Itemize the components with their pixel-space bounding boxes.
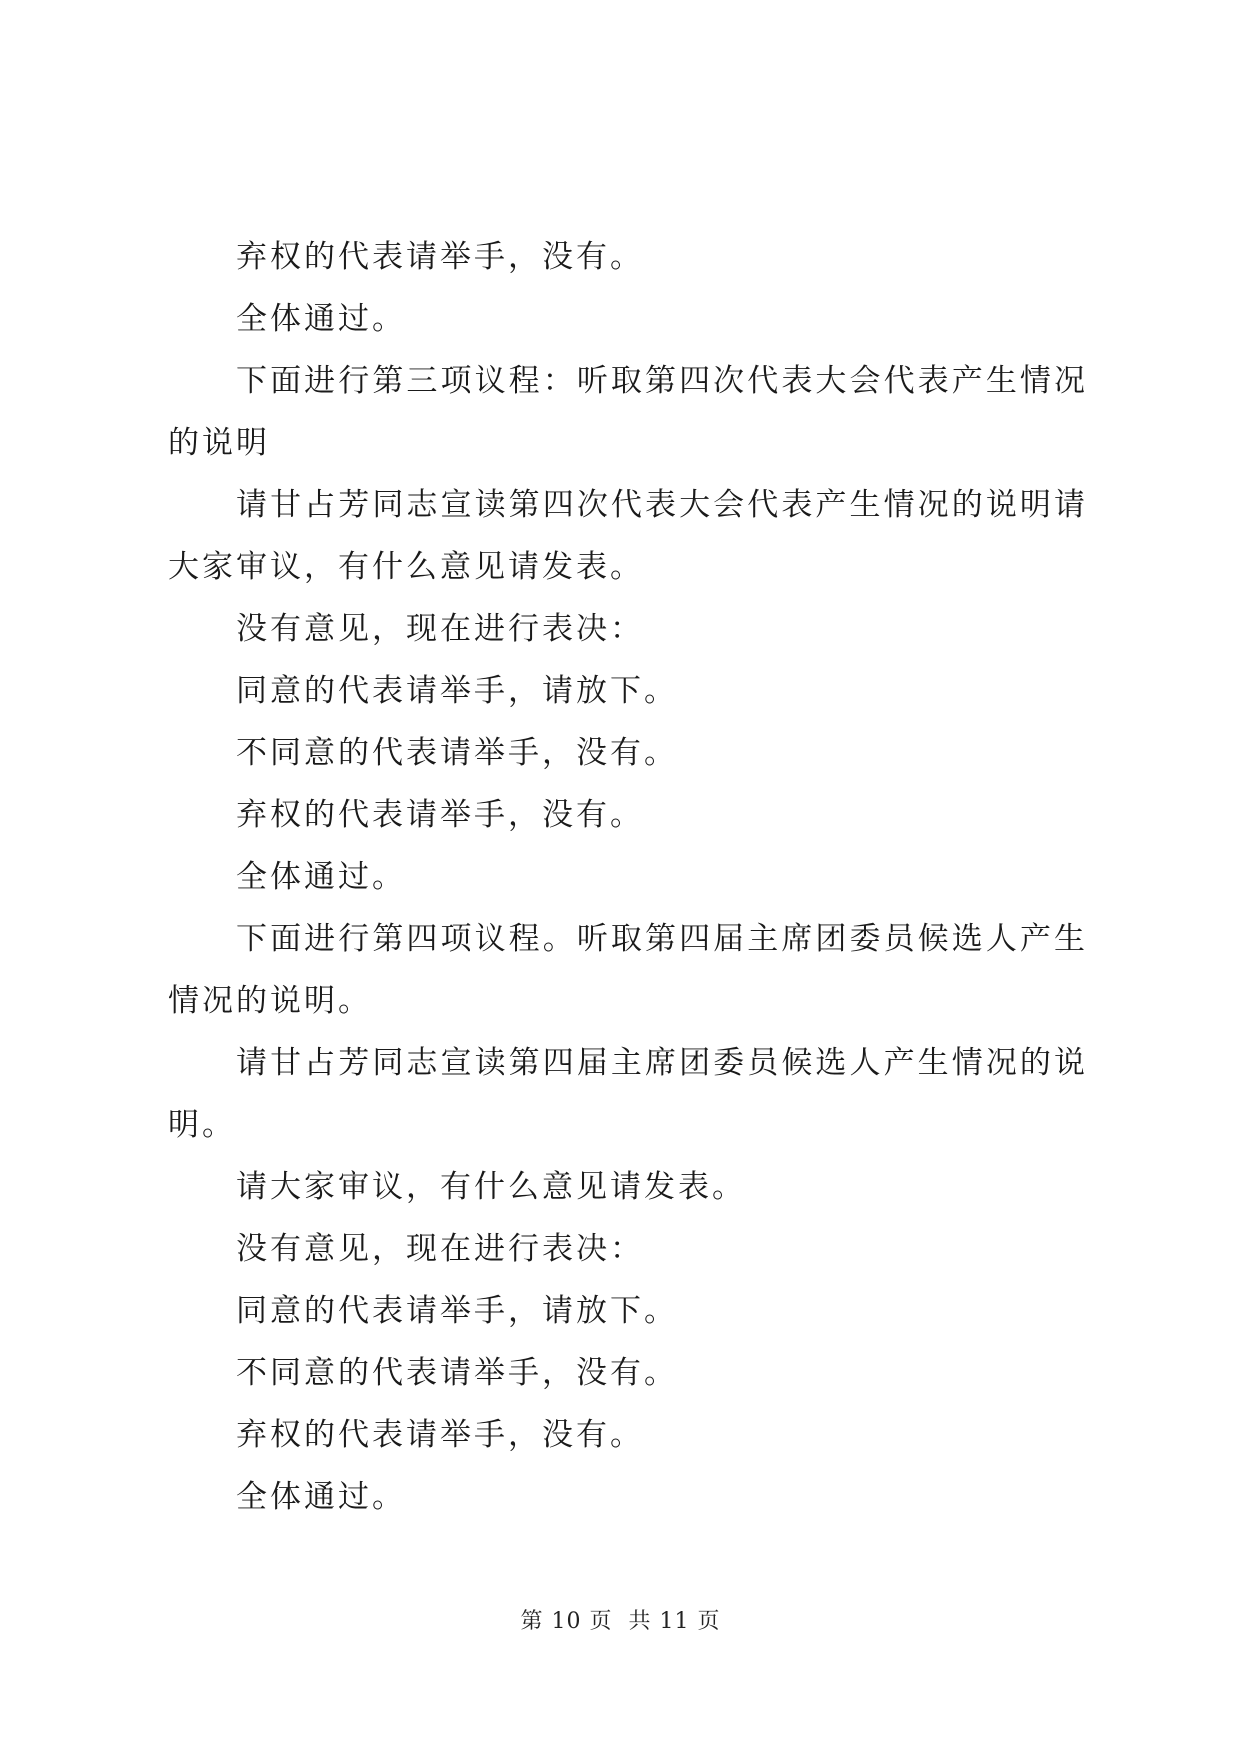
paragraph: 弃权的代表请举手，没有。 bbox=[236, 1417, 644, 1453]
paragraph: 请甘占芳同志宣读第四届主席团委员候选人产生情况的说明。 bbox=[168, 1045, 1088, 1143]
document-body bbox=[168, 226, 1088, 1528]
paragraph: 下面进行第三项议程：听取第四次代表大会代表产生情况的说明 bbox=[168, 363, 1088, 461]
paragraph: 没有意见，现在进行表决： bbox=[236, 611, 644, 647]
paragraph: 全体通过。 bbox=[236, 859, 406, 895]
paragraph: 不同意的代表请举手，没有。 bbox=[236, 1355, 678, 1391]
paragraph: 全体通过。 bbox=[236, 1479, 406, 1515]
paragraph: 请甘占芳同志宣读第四次代表大会代表产生情况的说明请大家审议，有什么意见请发表。 bbox=[168, 487, 1088, 585]
page-footer bbox=[0, 1604, 1241, 1635]
paragraph: 没有意见，现在进行表决： bbox=[236, 1231, 644, 1267]
paragraph: 不同意的代表请举手，没有。 bbox=[236, 735, 678, 771]
paragraph: 弃权的代表请举手，没有。 bbox=[236, 797, 644, 833]
paragraph: 全体通过。 bbox=[236, 301, 406, 337]
paragraph: 弃权的代表请举手，没有。 bbox=[236, 239, 644, 275]
paragraph: 同意的代表请举手，请放下。 bbox=[236, 673, 678, 709]
page-number-label: 第 10 页 共 11 页 bbox=[520, 1609, 721, 1634]
paragraph: 同意的代表请举手，请放下。 bbox=[236, 1293, 678, 1329]
paragraph: 请大家审议，有什么意见请发表。 bbox=[236, 1169, 746, 1205]
paragraph: 下面进行第四项议程。听取第四届主席团委员候选人产生情况的说明。 bbox=[168, 921, 1088, 1019]
